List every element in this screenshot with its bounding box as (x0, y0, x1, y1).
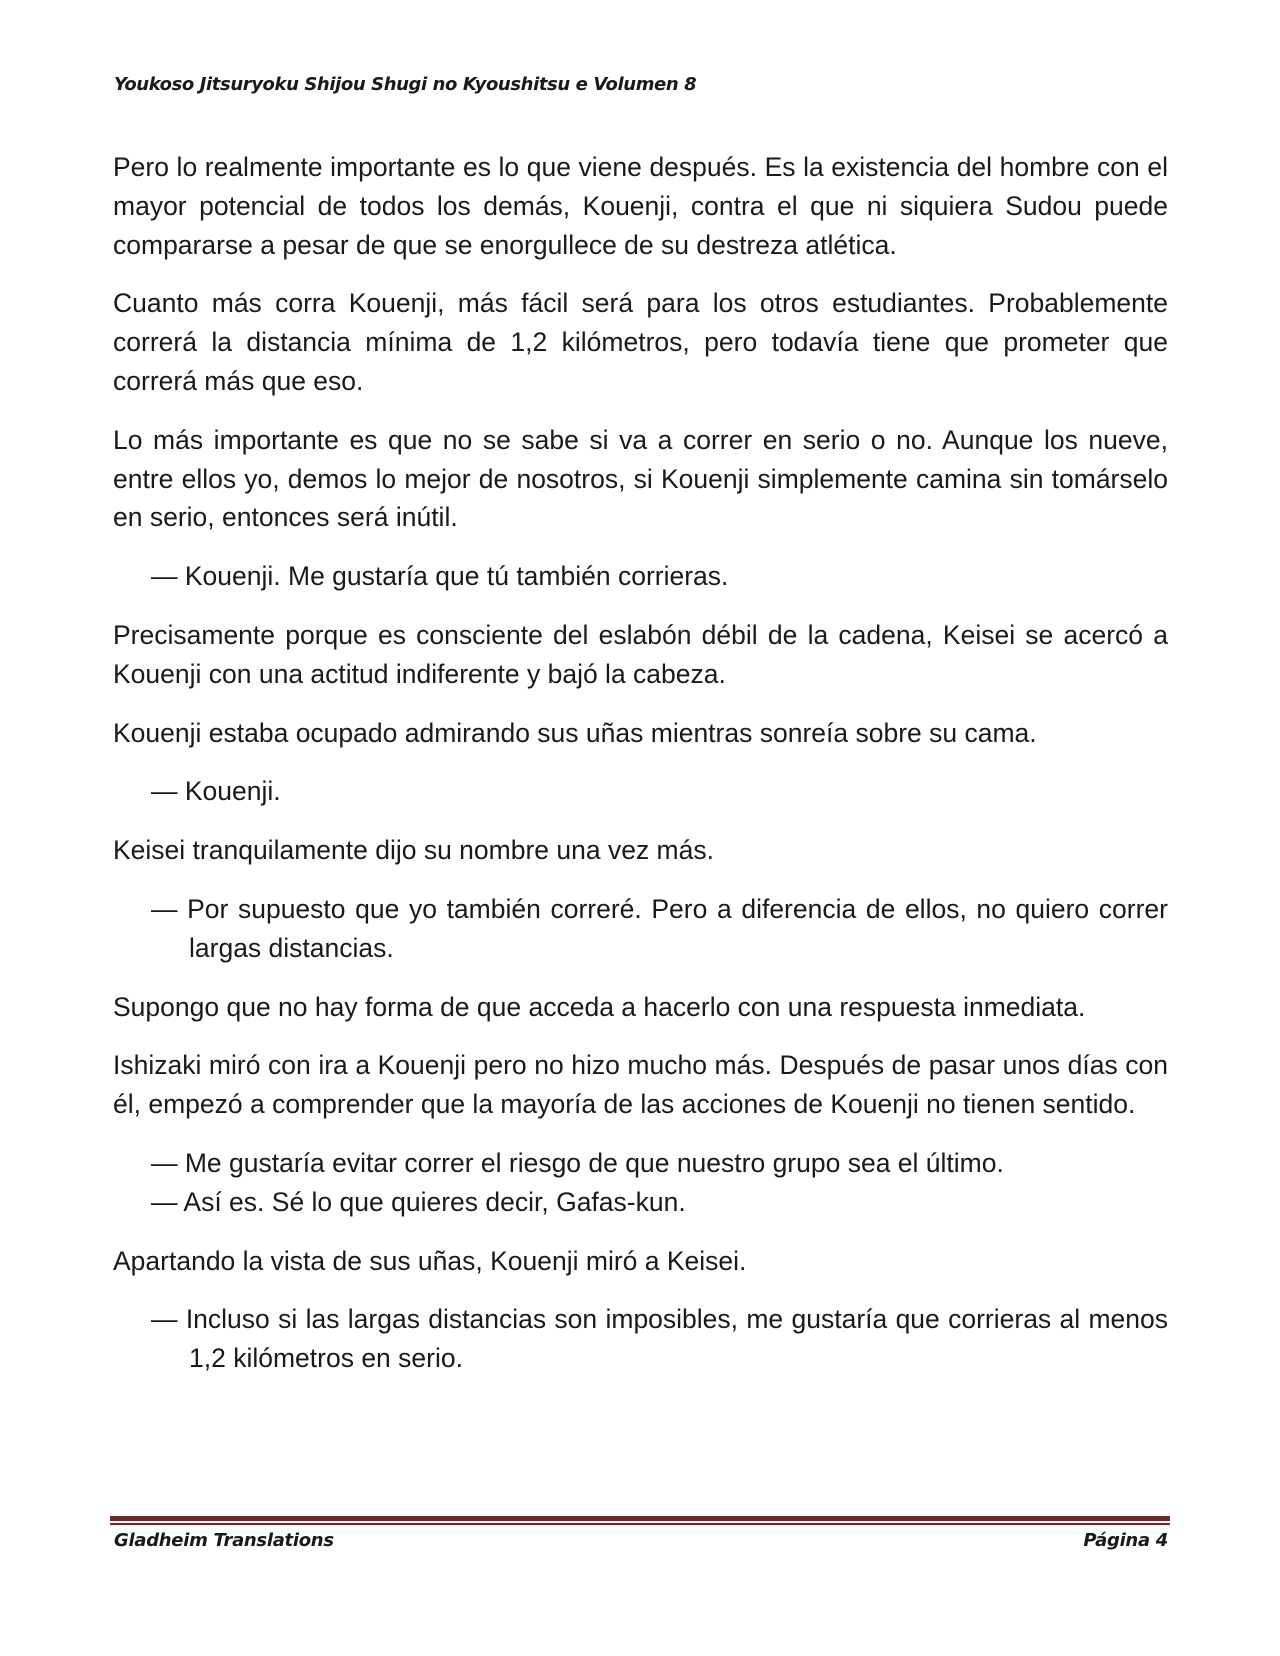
dialogue-line: — Kouenji. Me gustaría que tú también corrieras. (151, 561, 729, 592)
footer-translator-credit: Gladheim Translations (114, 1530, 334, 1551)
paragraph: Precisamente porque es consciente del eslabón débil de la cadena, Keisei se acercó a Kouenji con una actitud indiferente y bajó la cabeza. (113, 619, 1168, 689)
dialogue-line: — Kouenji. (151, 776, 281, 807)
paragraph: Kouenji estaba ocupado admirando sus uñas mientras sonreía sobre su cama. (113, 717, 1037, 748)
dialogue-group (113, 1144, 1168, 1222)
paragraph: Lo más importante es que no se sabe si va a correr en serio o no. Aunque los nueve, entre ellos yo, demos lo mejor de nosotros, si Kouenji simplemente camina sin tomárselo en serio, entonces será inútil. (113, 424, 1168, 533)
page-body (113, 148, 1168, 1398)
paragraph: Pero lo realmente importante es lo que viene después. Es la existencia del hombre con el mayor potencial de todos los demás, Kouenji, contra el que ni siquiera Sudou puede compararse a pesar de que se enorgullece de su destreza atlética. (113, 152, 1168, 260)
footer-divider-thin (110, 1523, 1170, 1525)
dialogue-line: — Me gustaría evitar correr el riesgo de que nuestro grupo sea el último. (151, 1147, 1004, 1178)
paragraph: Supongo que no hay forma de que acceda a hacerlo con una respuesta inmediata. (113, 991, 1086, 1022)
paragraph: Cuanto más corra Kouenji, más fácil será para los otros estudiantes. Probablemente correrá la distancia mínima de 1,2 kilómetros, pero todavía tiene que prometer que correrá más que eso. (113, 288, 1168, 396)
dialogue-line: — Incluso si las largas distancias son imposibles, me gustaría que corrieras al menos 1,2 kilómetros en serio. (151, 1304, 1168, 1374)
footer-page-number: Página 4 (1083, 1530, 1168, 1551)
footer-divider-thick (110, 1516, 1170, 1521)
footer-divider (110, 1516, 1170, 1525)
dialogue-line: — Así es. Sé lo que quieres decir, Gafas-kun. (151, 1186, 686, 1217)
paragraph: Apartando la vista de sus uñas, Kouenji miró a Keisei. (113, 1245, 747, 1276)
page-header-title: Youkoso Jitsuryoku Shijou Shugi no Kyoushitsu e Volumen 8 (114, 74, 697, 95)
paragraph: Ishizaki miró con ira a Kouenji pero no hizo mucho más. Después de pasar unos días con él, empezó a comprender que la mayoría de las acciones de Kouenji no tienen sentido. (113, 1050, 1168, 1120)
paragraph: Keisei tranquilamente dijo su nombre una vez más. (113, 835, 714, 866)
dialogue-line: — Por supuesto que yo también correré. Pero a diferencia de ellos, no quiero correr largas distancias. (151, 893, 1168, 963)
